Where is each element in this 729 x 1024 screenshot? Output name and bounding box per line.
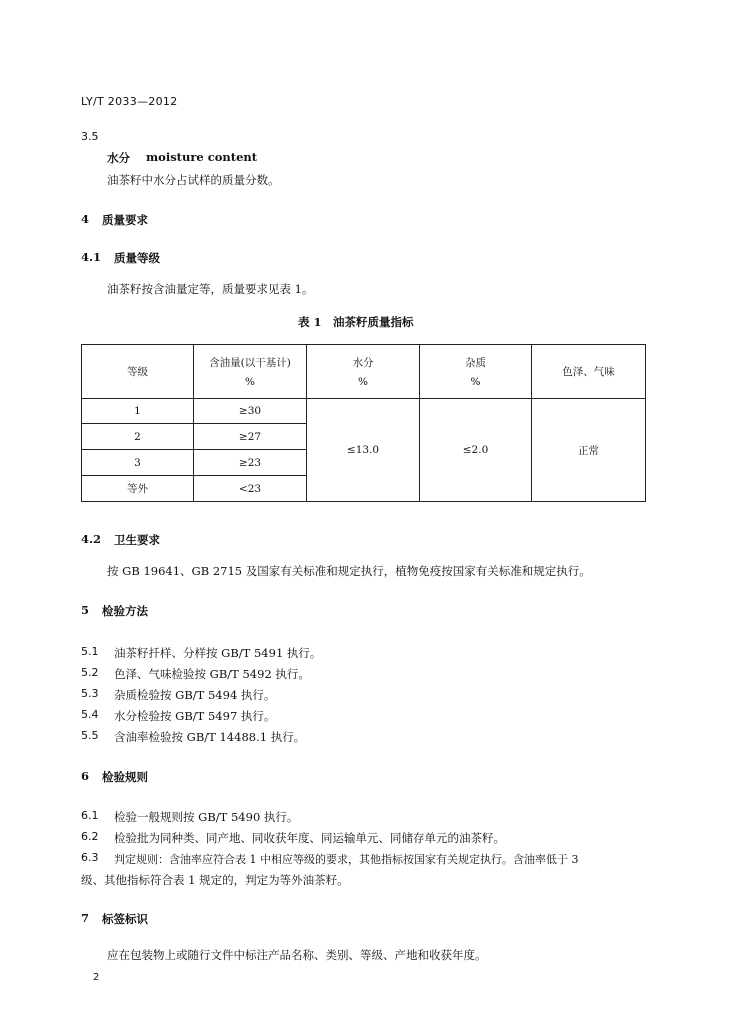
header-moisture: 水分 % [307,345,420,399]
item-5-1-text: 油茶籽扦样、分样按 GB/T 5491 执行。 [114,646,322,660]
item-6-3-text: 判定规则：含油率应符合表 1 中相应等级的要求，其他指标按国家有关规定执行。含油率低于 3 [114,853,579,866]
section-7-text: 应在包装物上或随行文件中标注产品名称、类别、等级、产地和收获年度。 [107,948,487,962]
section-6-title: 检验规则 [102,770,148,784]
oil-cell: ≥27 [194,424,307,450]
oil-cell: ≥30 [194,399,307,424]
section-4-2-text: 按 GB 19641、GB 2715 及国家有关标准和规定执行，植物免疫按国家有关标准和规定执行。 [107,564,591,578]
section-5-title: 检验方法 [102,604,148,618]
item-5-3-number: 5.3 [81,687,99,700]
term-number: 3.5 [81,130,99,143]
item-5-3-text: 杂质检验按 GB/T 5494 执行。 [114,688,276,702]
standard-code: LY/T 2033—2012 [81,95,178,108]
item-5-4-number: 5.4 [81,708,99,721]
item-6-2-number: 6.2 [81,830,99,843]
item-5-5-text: 含油率检验按 GB/T 14488.1 执行。 [114,730,306,744]
section-6-number: 6 [81,769,90,783]
section-4-title: 质量要求 [102,213,148,227]
color-odor-value: 正常 [532,399,646,502]
header-impurity: 杂质 % [420,345,532,399]
item-6-2-text: 检验批为同种类、同产地、同收获年度、同运输单元、同储存单元的油茶籽。 [114,831,505,845]
term-definition: 油茶籽中水分占试样的质量分数。 [107,173,280,187]
item-6-1-text: 检验一般规则按 GB/T 5490 执行。 [114,810,299,824]
page-number: 2 [93,972,100,983]
item-5-2-number: 5.2 [81,666,99,679]
item-5-5-number: 5.5 [81,729,99,742]
section-4-1-text: 油茶籽按含油量定等，质量要求见表 1。 [107,282,314,296]
item-6-3-text-continued: 级、其他指标符合表 1 规定的，判定为等外油茶籽。 [81,873,349,887]
grade-cell: 等外 [82,476,194,502]
term-title-en: moisture content [146,150,258,164]
quality-table [81,344,646,502]
section-7-title: 标签标识 [102,912,148,926]
item-5-4-text: 水分检验按 GB/T 5497 执行。 [114,709,276,723]
item-6-3-number: 6.3 [81,851,99,864]
section-4-2-title: 卫生要求 [114,533,160,547]
item-5-2-text: 色泽、气味检验按 GB/T 5492 执行。 [114,667,310,681]
header-color-odor: 色泽、气味 [532,345,646,399]
table-row [82,399,646,424]
section-7-number: 7 [81,911,90,925]
header-grade: 等级 [82,345,194,399]
impurity-value: ≤2.0 [420,399,532,502]
term-title-cn: 水分 [107,151,130,165]
grade-cell: 1 [82,399,194,424]
table-caption: 表 1 油茶籽质量指标 [298,315,414,329]
section-5-number: 5 [81,603,90,617]
oil-cell: ≥23 [194,450,307,476]
grade-cell: 3 [82,450,194,476]
section-4-2-number: 4.2 [81,532,102,546]
oil-cell: <23 [194,476,307,502]
grade-cell: 2 [82,424,194,450]
section-4-1-number: 4.1 [81,250,102,264]
table-header-row [82,345,646,399]
item-6-1-number: 6.1 [81,809,99,822]
header-oil-content: 含油量(以干基计) % [194,345,307,399]
moisture-value: ≤13.0 [307,399,420,502]
section-4-1-title: 质量等级 [114,251,160,265]
section-4-number: 4 [81,212,90,226]
item-5-1-number: 5.1 [81,645,99,658]
